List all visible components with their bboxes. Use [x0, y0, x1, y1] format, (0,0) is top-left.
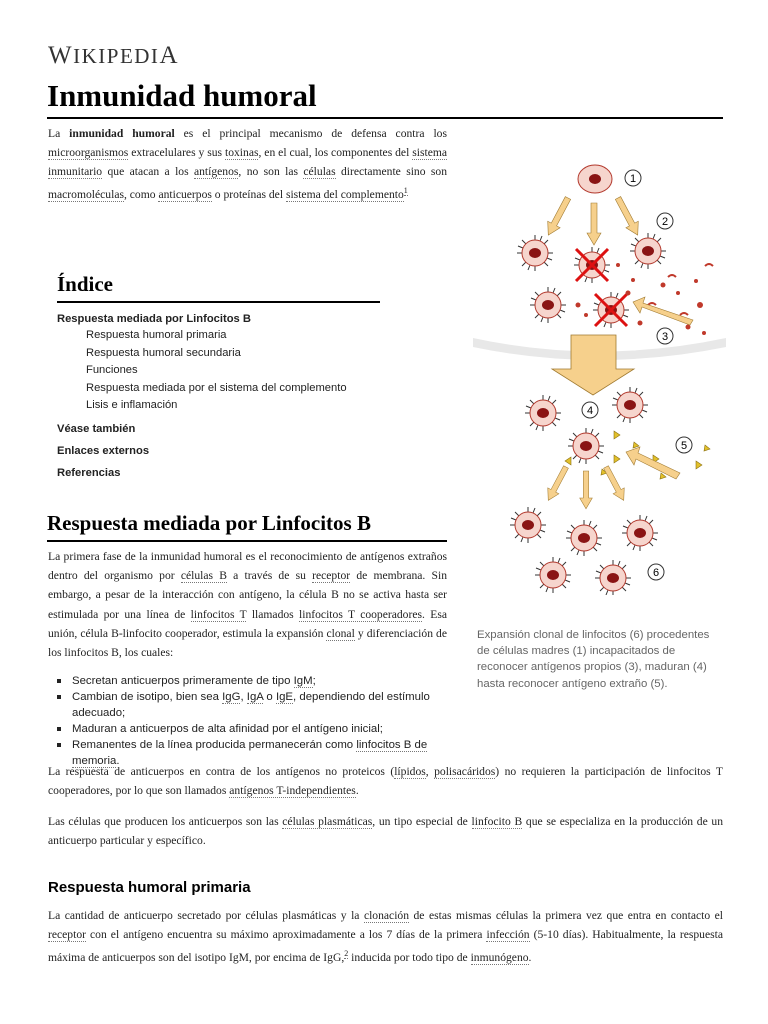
foreign-antigen-arrow — [626, 447, 680, 479]
table-of-contents — [57, 307, 417, 481]
link-celulas-b[interactable]: células B — [180, 569, 227, 583]
link-celulas-plasmaticas[interactable]: células plasmáticas — [282, 815, 373, 828]
section1-paragraph-2: La respuesta de anticuerpos en contra de los antígenos no proteicos (lípidos, polisacáridos) no requieren la participación de linfocitos T cooperadores, por lo que son llamados antígenos T-independientes. — [48, 765, 723, 797]
section-divider — [47, 540, 447, 542]
link-linfocito-b[interactable]: linfocito B — [471, 815, 523, 828]
link-igm[interactable]: IgM — [293, 675, 313, 687]
intro-bold-term: inmunidad humoral — [69, 127, 175, 140]
svg-text:6: 6 — [652, 567, 660, 579]
lymphocyte — [630, 233, 666, 269]
list-item: Secretan anticuerpos primeramente de tipo IgM; — [56, 673, 451, 689]
lymphocyte-clone — [510, 507, 546, 543]
link-microorganismos[interactable]: microorganismos — [48, 146, 129, 159]
subsection-paragraph-1: La cantidad de anticuerpo secretado por células plasmáticas y la clonación de estas mismas células la primera vez que entra en contacto el receptor con el antígeno encuentra su máximo aproximadamente a los 7 días de la primera infección (5-10 días). Habitualmente, la respuesta máxima de anticuerpos son del isotipo IgM, por encima de IgG,$^2$ inducida por todo tipo de inmunógeno. — [48, 909, 723, 964]
lymphocyte — [530, 287, 566, 323]
maturation-arrow — [552, 335, 634, 395]
list-item: Cambian de isotipo, bien sea IgG, IgA o IgE, dependiendo del estímulo adecuado; — [56, 689, 451, 721]
lymphocyte-clone — [595, 560, 631, 595]
link-inmunogeno[interactable]: inmunógeno — [470, 950, 529, 964]
lymphocyte-activated — [568, 428, 604, 464]
wikipedia-logo[interactable]: WIKIPEDIA — [48, 42, 179, 69]
section1-paragraph-3: Las células que producen los anticuerpos son las células plasmáticas, un tipo especial de linfocito B que se especializa en la producción de un anticuerpo particular y específico. — [48, 815, 723, 847]
label-5 — [676, 437, 692, 453]
toc-item-sistema-complemento[interactable]: Respuesta mediada por el sistema del complemento — [86, 381, 347, 394]
toc-item-respuesta-primaria[interactable]: Respuesta humoral primaria — [86, 329, 227, 341]
link-clonacion[interactable]: clonación — [363, 909, 410, 922]
link-toxinas[interactable]: toxinas — [224, 146, 259, 159]
stem-cell — [578, 165, 612, 193]
lymphocyte-clone — [566, 520, 602, 556]
toc-heading: Índice — [57, 272, 114, 296]
label-6 — [648, 564, 664, 580]
link-anticuerpos[interactable]: anticuerpos — [158, 187, 212, 201]
lymphocyte — [517, 235, 553, 271]
differentiation-arrows — [542, 195, 644, 245]
link-igg[interactable]: IgG — [222, 691, 241, 703]
link-lipidos[interactable]: lípidos — [394, 765, 426, 778]
link-celulas[interactable]: células — [303, 165, 336, 178]
label-2 — [657, 213, 673, 229]
lymphocyte-clone — [622, 515, 658, 551]
clonal-expansion-arrows — [543, 464, 630, 509]
svg-text:2: 2 — [661, 216, 669, 228]
toc-item-referencias[interactable]: Referencias — [57, 466, 121, 479]
link-sistema-inmunitario[interactable]: sistema inmunitario — [48, 146, 448, 178]
link-receptor[interactable]: receptor — [312, 569, 351, 583]
link-iga[interactable]: IgA — [246, 691, 264, 703]
svg-text:1: 1 — [629, 173, 637, 185]
toc-item-enlaces-externos[interactable]: Enlaces externos — [57, 444, 150, 457]
link-macromoleculas[interactable]: macromoléculas — [48, 187, 124, 201]
link-antigenos[interactable]: antígenos — [193, 165, 239, 178]
link-infeccion[interactable]: infección — [486, 928, 530, 941]
toc-item-vease-tambien[interactable]: Véase también — [57, 422, 136, 435]
link-receptor-2[interactable]: receptor — [48, 928, 86, 941]
reference-1[interactable]: 1 — [403, 186, 408, 195]
svg-text:5: 5 — [680, 440, 688, 452]
toc-item-respuesta-mediada[interactable]: Respuesta mediada por Linfocitos B — [57, 313, 251, 325]
page-title: Inmunidad humoral — [47, 78, 317, 113]
link-linfocitos-t-cooperadores[interactable]: linfocitos T cooperadores — [299, 607, 422, 621]
link-polisacaridos[interactable]: polisacáridos — [434, 765, 496, 778]
label-3 — [657, 328, 673, 344]
self-antigen-arrow — [633, 297, 693, 325]
link-ige[interactable]: IgE — [275, 691, 294, 703]
lymphocyte-clone — [535, 557, 571, 593]
section1-paragraph-1: La primera fase de la inmunidad humoral es el reconocimiento de antígenos extraños dentro del organismo por células B a través de su receptor de membrana. Sin embargo, a pesar de la interacción con antígeno, la célula B no se activa hasta ser estimulada por una línea de linfocitos T llamados linfocitos T cooperadores. Esa unión, célula B-linfocito cooperador, estimula la expansión clonal y diferenciación de los linfocitos B, los cuales: — [48, 550, 447, 660]
subsection-heading-respuesta-primaria: Respuesta humoral primaria — [48, 879, 251, 896]
title-divider — [47, 117, 723, 119]
svg-text:3: 3 — [661, 331, 669, 343]
link-linfocitos-b-memoria[interactable]: linfocitos B de memoria — [72, 739, 428, 767]
link-clonal[interactable]: clonal — [326, 626, 355, 640]
lymphocyte — [612, 387, 648, 423]
label-4 — [582, 402, 598, 418]
toc-item-respuesta-secundaria[interactable]: Respuesta humoral secundaria — [86, 346, 241, 359]
figure-caption: Expansión clonal de linfocitos (6) procedentes de células madres (1) incapacitados de reconocer antígenos propios (3), maduran (4) hasta reconocer antígeno extraño (5). — [477, 629, 710, 690]
reference-2[interactable]: 2 — [344, 949, 349, 958]
list-item: Remanentes de la línea producida permanecerán como linfocitos B de memoria. — [56, 737, 451, 769]
list-item: Maduran a anticuerpos de alta afinidad por el antígeno inicial; — [56, 721, 451, 737]
label-1 — [625, 170, 641, 186]
svg-text:4: 4 — [586, 405, 594, 417]
toc-divider — [57, 301, 380, 303]
toc-item-lisis[interactable]: Lisis e inflamación — [86, 399, 178, 412]
toc-item-funciones[interactable]: Funciones — [86, 364, 138, 377]
lymphocyte — [525, 395, 561, 431]
intro-paragraph: La inmunidad humoral es el principal mecanismo de defensa contra los microorganismos extracelulares y sus toxinas, en el cual, los componentes del sistema inmunitario que atacan a los antígenos, no son las células directamente sino son macromoléculas, como anticuerpos o proteínas del sistema del complemento$^1$ — [48, 127, 448, 201]
link-linfocitos-t[interactable]: linfocitos T — [190, 607, 247, 621]
clonal-expansion-figure[interactable] — [468, 155, 728, 595]
section-heading-respuesta-mediada: Respuesta mediada por Linfocitos B — [47, 511, 371, 535]
bullet-list — [56, 673, 451, 769]
link-sistema-del-complemento[interactable]: sistema del complemento — [285, 187, 404, 201]
link-antigenos-t-independientes[interactable]: antígenos T-independientes — [229, 784, 356, 797]
